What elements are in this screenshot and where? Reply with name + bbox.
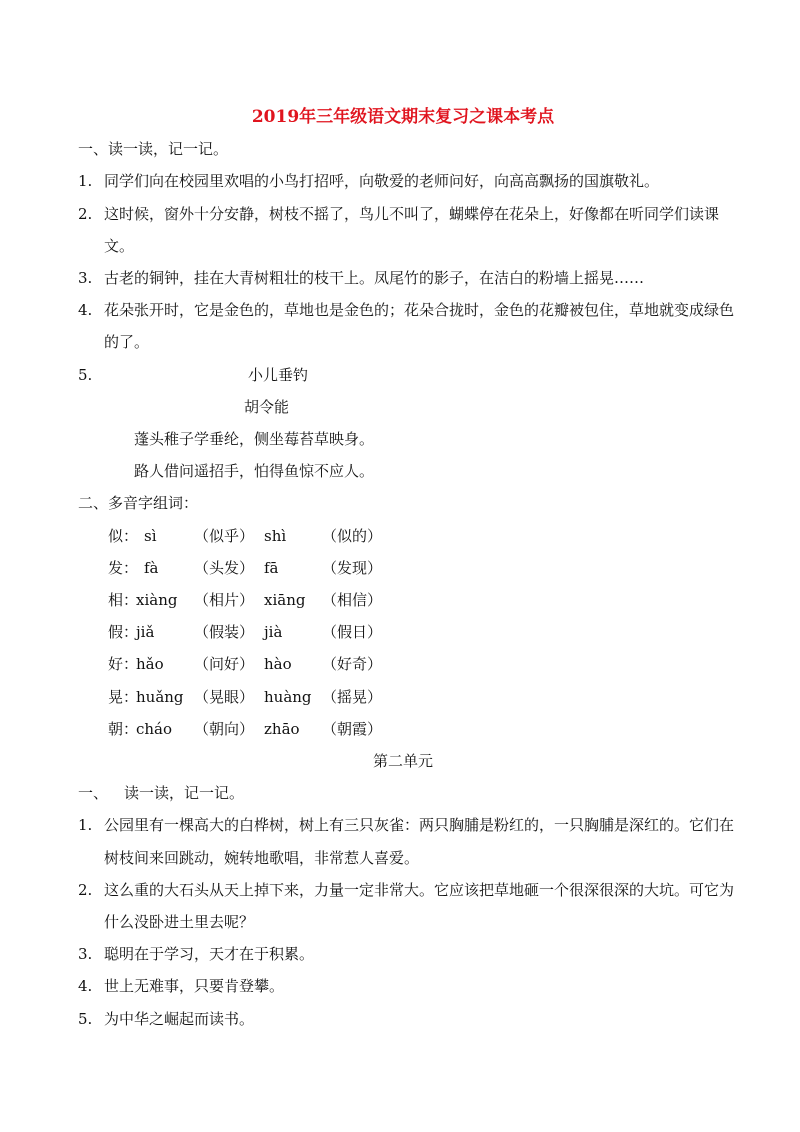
pinyin: fā: [264, 558, 279, 577]
polyphone-char: 相：: [108, 591, 139, 610]
section-heading: [78, 777, 738, 809]
word: （似的）: [322, 526, 383, 545]
pinyin: fà: [144, 558, 159, 577]
word: （头发）: [194, 558, 255, 577]
list-item: [78, 165, 738, 197]
polyphone-char: 晃：: [108, 687, 139, 706]
item-text: 聪明在于学习，天才在于积累。: [104, 945, 315, 964]
poem-author: 胡令能: [244, 397, 290, 416]
item-text: 同学们向在校园里欢唱的小鸟打招呼，向敬爱的老师问好，向高高飘扬的国旗敬礼。: [104, 172, 660, 191]
list-item: [78, 198, 738, 262]
word: （相片）: [194, 591, 255, 610]
pinyin: jià: [264, 623, 283, 642]
item-number: 3.: [78, 269, 93, 288]
polyphone-row: [78, 681, 738, 713]
section-heading-text: 读一读，记一记。: [124, 784, 245, 803]
pinyin: cháo: [136, 719, 173, 738]
item-number: 2.: [78, 204, 93, 223]
word: （问好）: [194, 655, 255, 674]
document-title: 2019年三年级语文期末复习之课本考点: [251, 107, 555, 127]
item-text: 古老的铜钟，挂在大青树粗壮的枝干上。凤尾竹的影子，在洁白的粉墙上摇晃……: [104, 269, 645, 288]
pinyin: jiǎ: [136, 623, 155, 642]
word: （好奇）: [322, 655, 383, 674]
document-page: [78, 101, 738, 1035]
word: （似乎）: [194, 526, 255, 545]
polyphone-row: [78, 584, 738, 616]
item-text: 这时候，窗外十分安静，树枝不摇了，鸟儿不叫了，蝴蝶停在花朵上，好像都在听同学们读课文。: [104, 204, 720, 255]
poem-title: 小儿垂钓: [248, 365, 309, 384]
polyphone-char: 朝：: [108, 719, 139, 738]
pinyin: shì: [264, 526, 287, 545]
item-number: 5.: [78, 365, 93, 384]
list-item: [78, 262, 738, 294]
polyphone-row: [78, 648, 738, 680]
word: （相信）: [322, 591, 383, 610]
word: （假装）: [194, 623, 255, 642]
item-number: 5.: [78, 1009, 93, 1028]
pinyin: zhāo: [264, 719, 300, 738]
word: （朝霞）: [322, 719, 383, 738]
item-text: 这么重的大石头从天上掉下来，力量一定非常大。它应该把草地砸一个很深很深的大坑。可它为什么没卧进土里去呢？: [104, 880, 735, 932]
item-number: 1.: [78, 172, 93, 191]
pinyin: xiāng: [264, 591, 306, 610]
polyphone-row: [78, 552, 738, 584]
word: （朝向）: [194, 719, 255, 738]
item-text: 为中华之崛起而读书。: [104, 1009, 255, 1028]
word: （假日）: [322, 623, 383, 642]
polyphone-char: 似：: [108, 526, 139, 545]
list-item: [78, 938, 738, 970]
word: （发现）: [322, 558, 383, 577]
pinyin: xiàng: [136, 591, 178, 610]
list-item: [78, 874, 738, 938]
list-item: [78, 970, 738, 1002]
item-number: 4.: [78, 977, 93, 996]
word: （摇晃）: [322, 687, 383, 706]
pinyin: huàng: [264, 687, 312, 706]
item-text: 世上无难事，只要肯登攀。: [104, 977, 285, 996]
section-heading: 一、读一读，记一记。: [78, 140, 229, 159]
item-number: 3.: [78, 945, 93, 964]
list-item: [78, 809, 738, 873]
item-number: 2.: [78, 880, 93, 899]
item-number: 4.: [78, 301, 93, 320]
pinyin: hǎo: [136, 655, 164, 674]
list-item: [78, 294, 738, 358]
polyphone-char: 发：: [108, 558, 139, 577]
item-number: 1.: [78, 816, 93, 835]
section-number: 一、: [78, 784, 109, 803]
pinyin: hào: [264, 655, 292, 674]
poem-line: 路人借问遥招手，怕得鱼惊不应人。: [134, 462, 375, 481]
unit-heading: 第二单元: [372, 752, 433, 771]
section-heading: 二、多音字组词：: [78, 494, 199, 513]
word: （晃眼）: [194, 687, 255, 706]
polyphone-char: 好：: [108, 655, 139, 674]
list-item: [78, 1003, 738, 1035]
poem-line: 蓬头稚子学垂纶，侧坐莓苔草映身。: [134, 430, 375, 449]
polyphone-char: 假：: [108, 623, 139, 642]
item-text: 公园里有一棵高大的白桦树，树上有三只灰雀：两只胸脯是粉红的，一只胸脯是深红的。它们在树枝间来回跳动，婉转地歌唱，非常惹人喜爱。: [104, 816, 735, 867]
pinyin: huǎng: [136, 687, 184, 706]
polyphone-row: [78, 520, 738, 552]
item-text: 花朵张开时，它是金色的，草地也是金色的；花朵合拢时，金色的花瓣被包住，草地就变成绿色的了。: [104, 301, 735, 352]
pinyin: sì: [144, 526, 157, 545]
polyphone-row: [78, 713, 738, 745]
poem-block: [78, 359, 738, 391]
polyphone-row: [78, 616, 738, 648]
